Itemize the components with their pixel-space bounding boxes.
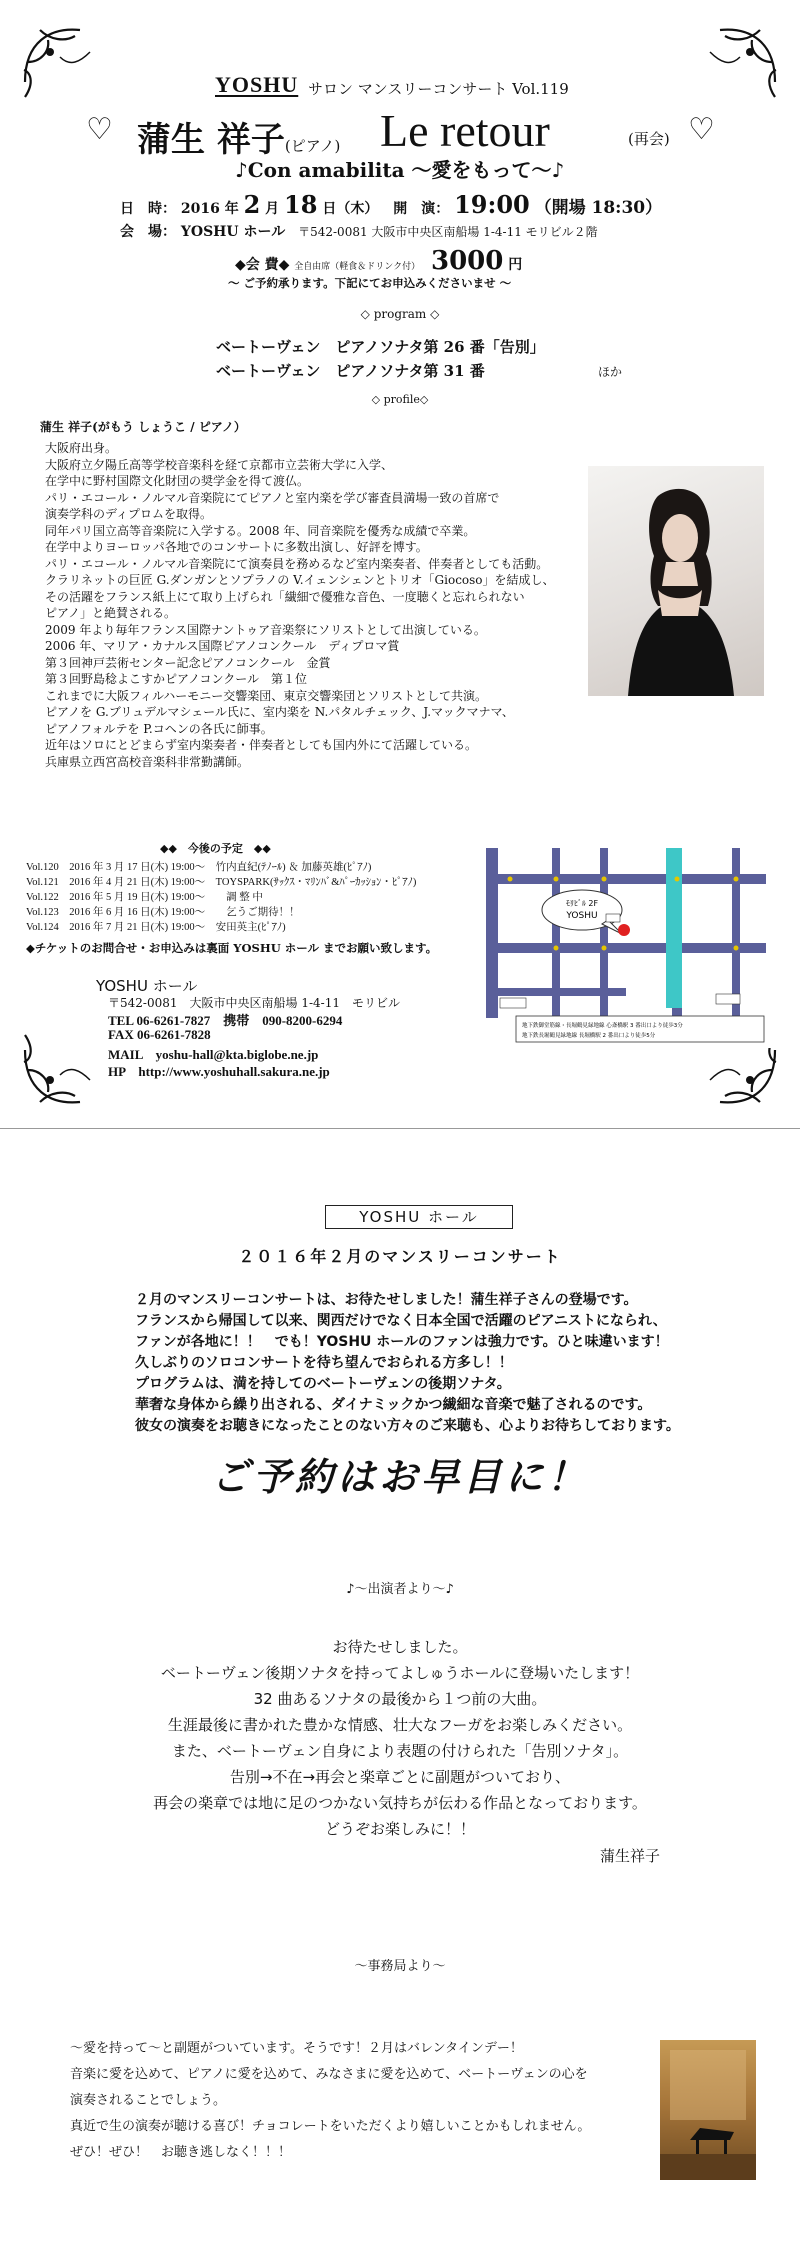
contact-tel: TEL 06-6261-7827 携帯 090-8200-6294 bbox=[108, 1013, 343, 1028]
message-line: 告別→不在→再会と楽章ごとに副題がついており、 bbox=[229, 1768, 571, 1786]
venue-address: 〒542-0081 大阪市中央区南船場 1-4-11 モリビル２階 bbox=[298, 225, 598, 239]
bio-line: クラリネットの巨匠 G.ダンガンとソプラノの V.イェンシェンとトリオ「Giocoso」を結成し、 bbox=[45, 573, 555, 587]
door-time: （開場 18:30） bbox=[534, 198, 663, 218]
bio-line: 2006 年、マリア・カナルス国際ピアノコンクール ディプロマ賞 bbox=[45, 639, 400, 653]
performer-message bbox=[0, 1636, 800, 1844]
profile-name: 蒲生 祥子(がもう しょうこ / ピアノ） bbox=[40, 420, 246, 434]
bio-line: 第３回神戸芸術センター記念ピアノコンクール 金賞 bbox=[45, 655, 331, 670]
section-title: ２０１６年２月のマンスリーコンサート bbox=[238, 1247, 562, 1266]
message-line: 32 曲あるソナタの最後から１つ前の大曲。 bbox=[253, 1690, 547, 1708]
bio-line: 在学中に野村国際文化財団の奨学金を得て渡仏。 bbox=[45, 474, 310, 488]
profile-heading: ◇ profile◇ bbox=[371, 393, 429, 406]
intro-line: ２月のマンスリーコンサートは、お待たせしました！蒲生祥子さんの登場です。 bbox=[135, 1292, 638, 1308]
concert-title-sub: (再会) bbox=[628, 130, 670, 148]
venue-row bbox=[120, 221, 598, 241]
ticket-note: ◆チケットのお問合せ・お申込みは裏面 YOSHU ホール までお願い致します。 bbox=[26, 941, 438, 955]
heart-icon: ♡ bbox=[86, 112, 113, 147]
map-callout: YOSHU bbox=[566, 911, 598, 921]
office-line: ぜひ！ぜひ！ お聴き逃しなく！！！ bbox=[70, 2145, 292, 2160]
profile-bio bbox=[45, 440, 585, 770]
reservation-note: ～ ご予約承ります。下記にてお申込みくださいませ ～ bbox=[228, 276, 512, 290]
corner-flourish-icon bbox=[20, 1030, 110, 1110]
office-line: 真近で生の演奏が聴ける喜び！チョコレートをいただくより嬉しいことかもしれません。 bbox=[70, 2119, 591, 2134]
contact-mail[interactable]: MAIL yoshu-hall@kta.biglobe.ne.jp bbox=[108, 1047, 319, 1062]
access-map bbox=[482, 848, 778, 1048]
date-day-unit: 日（木） bbox=[322, 201, 379, 217]
concert-title: Le retour bbox=[380, 105, 550, 156]
bio-line: ピアノ」と絶賛される。 bbox=[45, 606, 177, 620]
contact-address: 〒542-0081 大阪市中央区南船場 1-4-11 モリビル bbox=[108, 996, 400, 1010]
map-legend: 地下鉄長堀鶴見緑地線 長堀橋駅 2 番出口より徒歩5分 bbox=[522, 1033, 656, 1039]
venue-label: 会 場： bbox=[120, 224, 176, 240]
bio-line: 同年パリ国立高等音楽院に入学する。2008 年、同音楽院を優秀な成績で卒業。 bbox=[45, 523, 476, 538]
office-message bbox=[70, 2036, 670, 2166]
office-line: 音楽に愛を込めて、ピアノに愛を込めて、みなさまに愛を込めて、ベートーヴェンの心を bbox=[70, 2067, 588, 2082]
map-legend: 地下鉄御堂筋線・長堀鶴見緑地線 心斎橋駅 3 番出口より徒歩3分 bbox=[522, 1023, 683, 1029]
open-label: 開 演： bbox=[393, 201, 450, 217]
bio-line: 大阪府立夕陽丘高等学校音楽科を経て京都市立芸術大学に入学、 bbox=[45, 457, 394, 472]
fee-amount: 3000 bbox=[431, 246, 504, 276]
bio-line: パリ・エコール・ノルマル音楽院にて演奏員を務めるなど室内楽奏者、伴奏者としても活動。 bbox=[45, 556, 549, 571]
performer-name-text: 蒲生 祥子 bbox=[137, 120, 285, 160]
intro-line: フランスから帰国して以来、関西だけでなく日本全国で活躍のピアニストになられ、 bbox=[135, 1313, 667, 1329]
bio-line: これまでに大阪フィルハーモニー交響楽団、東京交響楽団とソリストとして共演。 bbox=[45, 688, 487, 703]
schedule-item: Vol.122 2016 年 5 月 19 日(木) 19:00～ 調 整 中 bbox=[26, 892, 263, 903]
message-line: また、ベートーヴェン自身により表題の付けられた「告別ソナタ」。 bbox=[171, 1742, 629, 1760]
message-line: ベートーヴェン後期ソナタを持ってよしゅうホールに登場いたします！ bbox=[160, 1664, 640, 1682]
intro-line: プログラムは、満を持してのベートーヴェンの後期ソナタ。 bbox=[135, 1376, 511, 1392]
schedule-heading: ◆◆ 今後の予定 ◆◆ bbox=[160, 842, 271, 855]
fee-row bbox=[235, 246, 522, 276]
contact-hall: YOSHU ホール bbox=[96, 977, 198, 995]
bio-line: ピアノを G.ブリュデルマシェール氏に、室内楽を N.パタルチェック、J.マックマナマ、 bbox=[45, 705, 514, 719]
performer-photo bbox=[588, 466, 764, 696]
concert-subtitle: ♪Con amabilita ～愛をもって～♪ bbox=[235, 158, 565, 182]
bio-line: パリ・エコール・ノルマル音楽院にてピアノと室内楽を学び審査員満場一致の首席で bbox=[45, 490, 500, 505]
intro-line: 華奢な身体から繰り出される、ダイナミックかつ繊細な音楽で魅了されるのです。 bbox=[135, 1397, 652, 1413]
office-line: 演奏されることでしょう。 bbox=[70, 2093, 227, 2108]
message-line: 再会の楽章では地に足のつかない気持ちが伝わる作品となっております。 bbox=[153, 1794, 647, 1812]
office-line: ～愛を持って～と副題がついています。そうです！２月はバレンタインデー！ bbox=[70, 2041, 523, 2056]
program-item: ベートーヴェン ピアノソナタ第 31 番 bbox=[216, 362, 485, 380]
bio-line: 第３回野島稔よこすかピアノコンクール 第１位 bbox=[45, 672, 307, 686]
bio-line: ピアノフォルテを P.コヘンの各氏に師事。 bbox=[45, 721, 273, 736]
schedule-item: Vol.123 2016 年 6 月 16 日(木) 19:00～ 乞うご期待！！ bbox=[26, 907, 300, 918]
contact-fax: FAX 06-6261-7828 bbox=[108, 1027, 211, 1042]
date-day: 18 bbox=[284, 190, 318, 219]
message-line: 生涯最後に書かれた豊かな情感、壮大なフーガをお楽しみください。 bbox=[167, 1716, 633, 1734]
start-time: 19:00 bbox=[454, 190, 530, 219]
bio-line: 2009 年より毎年フランス国際ナントゥア音楽祭にソリストとして出演している。 bbox=[45, 622, 486, 637]
bio-line: 近年はソロにとどまらず室内楽奏者・伴奏者としても国内外にて活躍している。 bbox=[45, 738, 478, 752]
date-row bbox=[120, 190, 662, 219]
performer-role: (ピアノ) bbox=[284, 137, 341, 155]
venue-name: YOSHU ホール bbox=[180, 224, 286, 240]
program-heading: ◇ program ◇ bbox=[360, 307, 440, 321]
performer-message-heading: ♪～出演者より～♪ bbox=[346, 1582, 454, 1597]
bio-line: 演奏学科のディプロムを取得。 bbox=[45, 507, 213, 521]
book-early-banner: ご予約はお早目に！ bbox=[210, 1455, 589, 1499]
location-marker-icon bbox=[618, 924, 630, 936]
message-line: どうぞお楽しみに！！ bbox=[324, 1820, 475, 1838]
heart-icon: ♡ bbox=[688, 112, 715, 147]
intro-line: ファンが各地に！！ でも！YOSHU ホールのファンは強力です。ひと味違います！ bbox=[135, 1334, 669, 1350]
signature: 蒲生祥子 bbox=[600, 1847, 661, 1865]
fee-note: 全自由席（軽食＆ドリンク付） bbox=[294, 262, 421, 272]
date-month: 2 bbox=[243, 190, 261, 219]
office-heading: ～事務局より～ bbox=[354, 1959, 446, 1974]
program-item: ベートーヴェン ピアノソナタ第 26 番「告別」 bbox=[216, 338, 545, 356]
grand-piano-icon bbox=[660, 2040, 756, 2180]
schedule-item: Vol.124 2016 年 7 月 21 日(木) 19:00～ 安田英主(ﾋﾟｱﾉ) bbox=[26, 922, 286, 933]
series-title: サロン マンスリーコンサート Vol.119 bbox=[308, 80, 569, 98]
bio-line: その活躍をフランス紙上にて取り上げられ「繊細で優雅な音色、一度聴くと忘れられない bbox=[45, 589, 525, 604]
brand-logo: YOSHU bbox=[215, 72, 299, 97]
bio-line: 兵庫県立西宮高校音楽科非常勤講師。 bbox=[45, 754, 250, 769]
date-month-unit: 月 bbox=[265, 201, 280, 217]
bio-line: 在学中よりヨーロッパ各地でのコンサートに多数出演し、好評を博す。 bbox=[45, 540, 428, 554]
street-map bbox=[482, 848, 778, 1048]
date-label: 日 時： bbox=[120, 201, 176, 217]
schedule-item: Vol.120 2016 年 3 月 17 日(木) 19:00～ 竹内直紀(ﾃﾉｰﾙ) ＆ 加藤英雄(ﾋﾟｱﾉ) bbox=[26, 862, 372, 873]
corner-flourish-icon bbox=[690, 22, 780, 102]
message-line: お待たせしました。 bbox=[332, 1638, 468, 1656]
date-year: 2016 年 bbox=[180, 201, 239, 217]
corner-flourish-icon bbox=[20, 22, 110, 102]
intro-line: 彼女の演奏をお聴きになったことのない方々のご来聴も、心よりお待ちしております。 bbox=[135, 1418, 680, 1434]
fee-unit: 円 bbox=[508, 257, 523, 273]
intro-paragraph bbox=[135, 1290, 755, 1437]
intro-line: 久しぶりのソロコンサートを待ち望んでおられる方多し！！ bbox=[135, 1355, 513, 1371]
schedule-item: Vol.121 2016 年 4 月 21 日(木) 19:00～ TOYSPARK(ｻｯｸｽ・ﾏﾘﾝﾊﾞ&ﾊﾟｰｶｯｼｮﾝ・ﾋﾟｱﾉ) bbox=[26, 877, 417, 888]
contact-hp[interactable]: HP http://www.yoshuhall.sakura.ne.jp bbox=[108, 1064, 330, 1079]
map-callout-floor: ﾓﾘﾋﾞﾙ 2F bbox=[565, 899, 599, 908]
page-divider bbox=[0, 1128, 800, 1129]
program-etc: ほか bbox=[598, 365, 623, 379]
fee-label: ◆会 費◆ bbox=[235, 257, 290, 273]
bio-line: 大阪府出身。 bbox=[45, 441, 118, 455]
hall-photo bbox=[660, 2040, 756, 2180]
hall-box-title: YOSHU ホール bbox=[325, 1205, 513, 1229]
performer-silhouette-icon bbox=[588, 466, 764, 696]
